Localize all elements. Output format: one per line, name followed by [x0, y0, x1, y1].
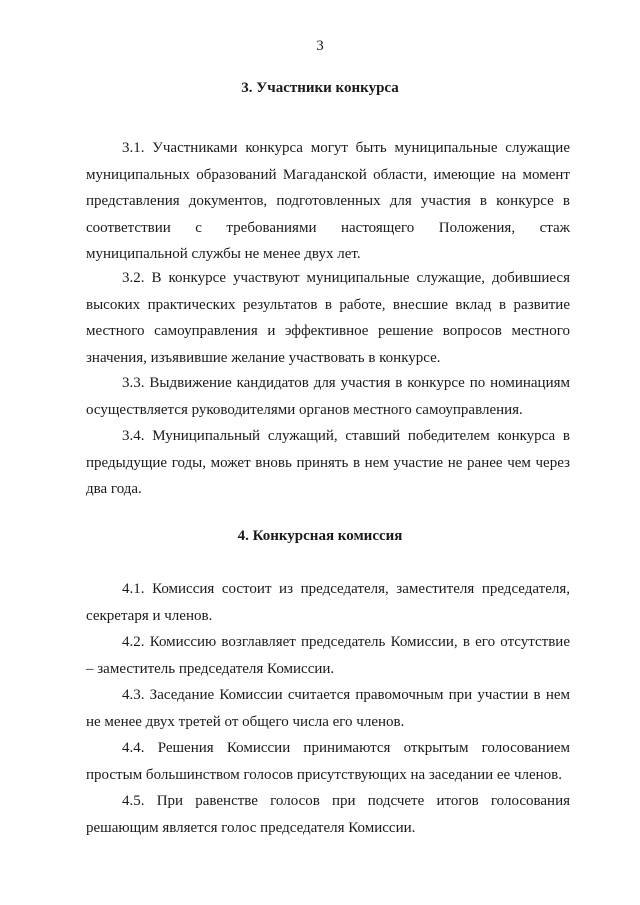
paragraph-4-3: 4.3. Заседание Комиссии считается правомочным при участии в нем не менее двух третей от общего числа его членов. — [86, 687, 570, 730]
section-3-heading: 3. Участники конкурса — [241, 80, 399, 96]
paragraph-4-4: 4.4. Решения Комиссии принимаются открытым голосованием простым большинством голосов присутствующих на заседании ее членов. — [86, 740, 570, 783]
paragraph-3-4: 3.4. Муниципальный служащий, ставший победителем конкурса в предыдущие годы, может вновь принять в нем участие не ранее чем через два года. — [86, 428, 570, 497]
section-4-heading: 4. Конкурсная комиссия — [237, 528, 403, 544]
paragraph-4-5: 4.5. При равенстве голосов при подсчете итогов голосования решающим является голос председателя Комиссии. — [86, 793, 570, 836]
paragraph-3-2: 3.2. В конкурсе участвуют муниципальные служащие, добившиеся высоких практических результатов в работе, внесшие вклад в развитие местного самоуправления и эффективное решение вопросов местного значения, изъявившие желание участвовать в конкурсе. — [86, 270, 570, 366]
paragraph-4-1: 4.1. Комиссия состоит из председателя, заместителя председателя, секретаря и членов. — [86, 581, 570, 624]
page-number: 3 — [316, 38, 324, 54]
paragraph-3-3: 3.3. Выдвижение кандидатов для участия в конкурсе по номинациям осуществляется руководителями органов местного самоуправления. — [86, 375, 570, 418]
paragraph-4-2: 4.2. Комиссию возглавляет председатель Комиссии, в его отсутствие – заместитель председателя Комиссии. — [86, 634, 570, 677]
paragraph-3-1: 3.1. Участниками конкурса могут быть муниципальные служащие муниципальных образований Магаданской области, имеющие на момент представления документов, подготовленных для участия в конкурсе в соответствии с требованиями настоящего Положения, стаж муниципальной службы не менее двух лет. — [86, 140, 570, 262]
